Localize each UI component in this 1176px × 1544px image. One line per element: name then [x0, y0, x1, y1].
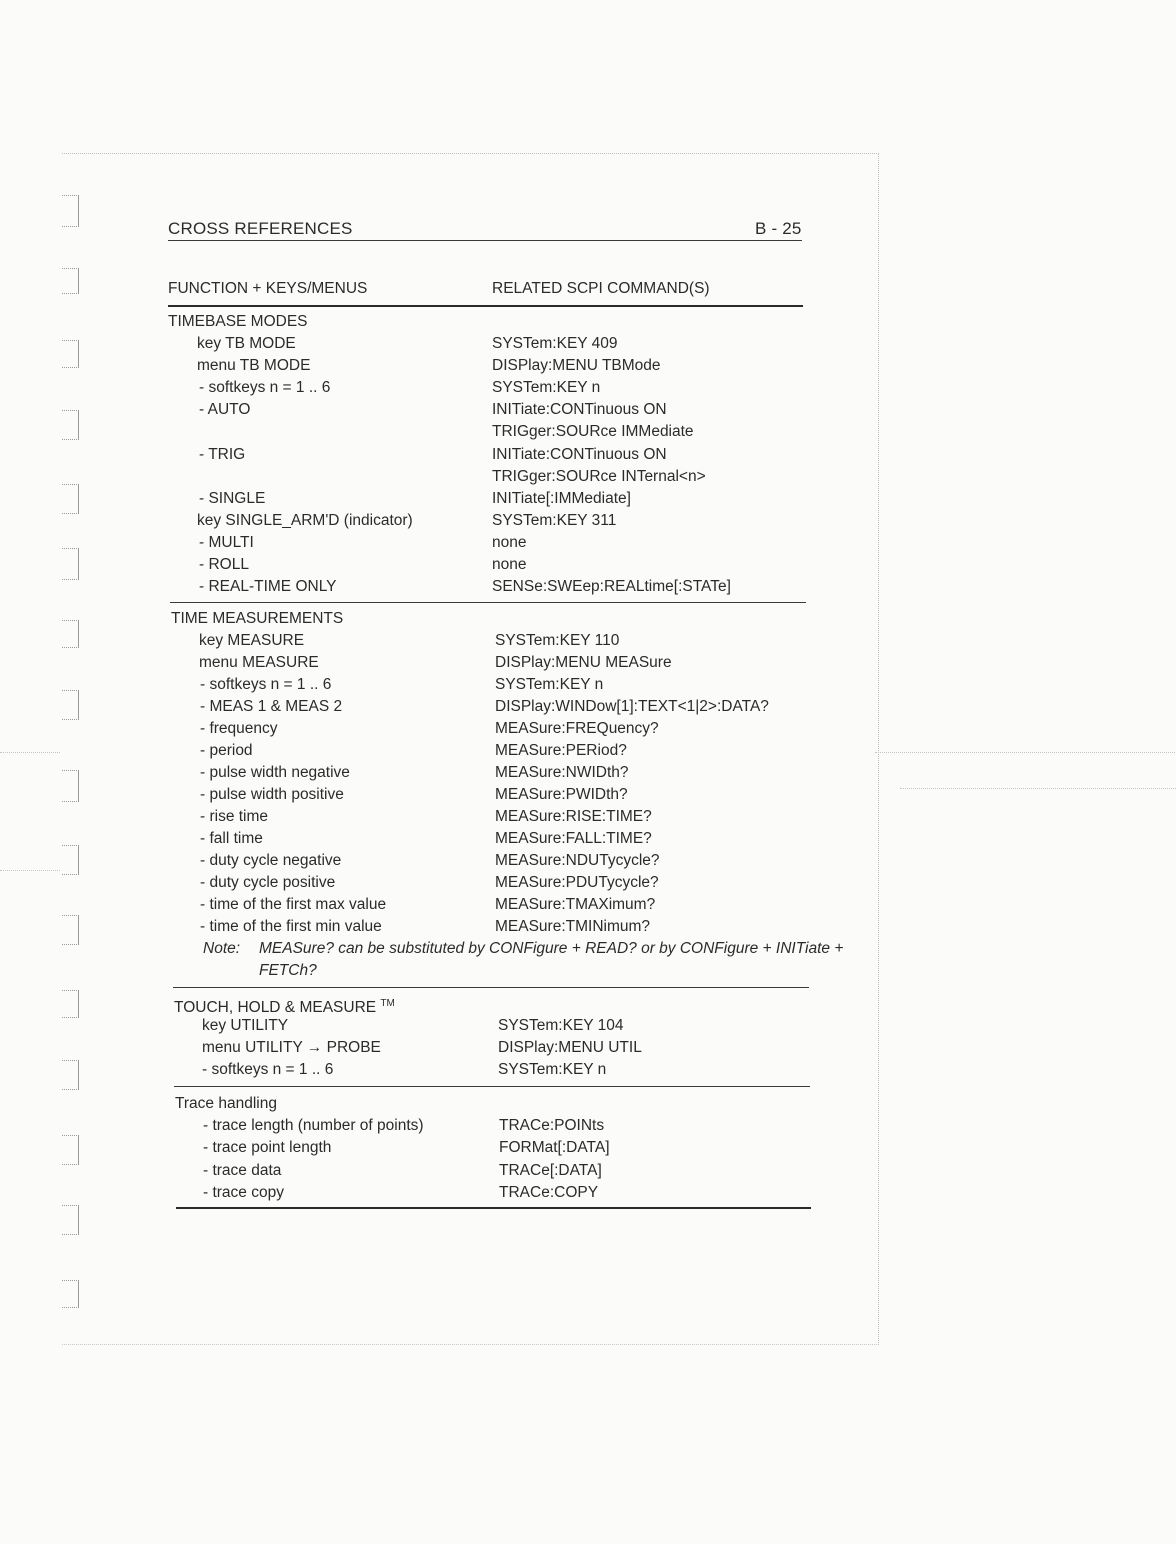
group-rule	[170, 602, 806, 603]
group-rule	[174, 1086, 810, 1087]
note-text-continued: FETCh?	[259, 962, 317, 979]
command-cell: MEASure:NWIDth?	[495, 764, 629, 781]
group-title-timebase: TIMEBASE MODES	[168, 313, 308, 330]
function-cell: key MEASURE	[199, 632, 305, 649]
trademark-mark: TM	[380, 998, 395, 1009]
command-cell: INITiate:CONTinuous ON	[492, 401, 667, 419]
binding-mark	[62, 990, 79, 1018]
function-cell: - trace length (number of points)	[203, 1117, 424, 1134]
binding-mark	[62, 1205, 79, 1235]
function-cell: - time of the first max value	[200, 896, 387, 913]
scan-line	[900, 788, 1176, 789]
function-cell: - rise time	[200, 808, 269, 825]
column-header-commands: RELATED SCPI COMMAND(S)	[492, 280, 710, 297]
note-text: MEASure? can be substituted by CONFigure + READ? or by CONFigure + INITiate +	[259, 940, 844, 957]
command-cell: SYSTem:KEY 409	[492, 335, 618, 352]
command-cell: INITiate[:IMMediate]	[492, 489, 631, 507]
command-cell: MEASure:TMAXimum?	[495, 896, 656, 913]
page-number: B - 25	[755, 219, 802, 238]
binding-mark	[62, 770, 79, 802]
function-cell: - period	[200, 742, 253, 759]
function-cell: - AUTO	[199, 401, 251, 419]
command-cell: SENSe:SWEep:REALtime[:STATe]	[492, 578, 731, 596]
command-cell: DISPlay:MENU UTIL	[498, 1039, 642, 1057]
function-cell: - TRIG	[199, 445, 246, 463]
section-title: CROSS REFERENCES	[168, 219, 353, 238]
command-cell: DISPlay:WINDow[1]:TEXT<1|2>:DATA?	[495, 698, 769, 715]
function-cell: - pulse width negative	[200, 764, 350, 781]
command-cell: none	[492, 533, 527, 551]
function-cell: - time of the first min value	[200, 918, 382, 935]
binding-mark	[62, 548, 79, 580]
command-cell: MEASure:RISE:TIME?	[495, 808, 652, 825]
function-cell: menu TB MODE	[197, 357, 311, 375]
command-cell: TRACe[:DATA]	[499, 1161, 602, 1179]
scan-line	[875, 752, 1175, 753]
function-cell: - pulse width positive	[200, 786, 344, 803]
binding-mark	[62, 1280, 79, 1308]
binding-mark	[62, 1135, 79, 1165]
function-cell: - frequency	[200, 720, 278, 737]
binding-mark	[62, 484, 79, 514]
group-title-trace-handling: Trace handling	[175, 1095, 277, 1112]
function-cell: - MEAS 1 & MEAS 2	[200, 698, 343, 715]
command-cell: MEASure:TMINimum?	[495, 918, 651, 935]
binding-mark	[62, 340, 79, 368]
command-cell: MEASure:PWIDth?	[495, 786, 628, 803]
function-cell: - softkeys n = 1 .. 6	[202, 1061, 334, 1079]
command-cell: INITiate:CONTinuous ON	[492, 445, 667, 463]
binding-mark	[62, 620, 79, 648]
command-cell: MEASure:NDUTycycle?	[495, 852, 660, 869]
command-cell: DISPlay:MENU MEASure	[495, 654, 672, 671]
function-cell: - SINGLE	[199, 489, 266, 507]
binding-mark	[62, 845, 79, 875]
column-header-function: FUNCTION + KEYS/MENUS	[168, 280, 368, 297]
command-cell: MEASure:PERiod?	[495, 742, 627, 759]
command-cell: SYSTem:KEY n	[495, 676, 604, 693]
function-cell: key TB MODE	[197, 335, 296, 352]
command-cell: MEASure:FALL:TIME?	[495, 830, 652, 847]
function-cell: - trace copy	[203, 1183, 284, 1201]
command-cell: FORMat[:DATA]	[499, 1139, 610, 1157]
scan-line	[0, 870, 60, 871]
column-header-rule	[168, 305, 803, 307]
command-cell: none	[492, 556, 527, 573]
function-cell: key SINGLE_ARM'D (indicator)	[197, 511, 413, 529]
note-label: Note:	[203, 940, 241, 957]
command-cell: TRIGger:SOURce INTernal<n>	[492, 467, 706, 485]
command-cell: TRACe:COPY	[499, 1183, 599, 1201]
group-title-text: TOUCH, HOLD & MEASURE	[174, 999, 377, 1017]
table-bottom-rule	[176, 1207, 811, 1209]
function-cell: - duty cycle positive	[200, 874, 336, 891]
command-cell: TRIGger:SOURce IMMediate	[492, 423, 694, 441]
group-rule	[173, 987, 809, 988]
function-cell: - trace point length	[203, 1139, 332, 1157]
binding-mark	[62, 195, 79, 227]
command-cell: SYSTem:KEY n	[492, 379, 601, 397]
binding-mark	[62, 915, 79, 945]
function-cell: - softkeys n = 1 .. 6	[199, 379, 331, 397]
function-cell: - REAL-TIME ONLY	[199, 578, 337, 596]
command-cell: SYSTem:KEY 104	[498, 1017, 624, 1034]
command-cell: DISPlay:MENU TBMode	[492, 357, 661, 375]
command-cell: MEASure:FREQuency?	[495, 720, 659, 737]
command-cell: TRACe:POINts	[499, 1117, 605, 1134]
function-cell: menu UTILITY → PROBE	[202, 1039, 381, 1057]
binding-mark	[62, 268, 79, 294]
page-border	[62, 153, 879, 1345]
binding-mark	[62, 410, 79, 440]
binding-mark	[62, 1060, 79, 1090]
function-cell: - MULTI	[199, 533, 254, 551]
command-cell: SYSTem:KEY 110	[495, 632, 620, 649]
function-cell: menu MEASURE	[199, 654, 319, 671]
function-cell: - softkeys n = 1 .. 6	[200, 676, 332, 693]
group-title-time-measurements: TIME MEASUREMENTS	[171, 610, 344, 627]
command-cell: SYSTem:KEY 311	[492, 511, 617, 529]
function-cell: - trace data	[203, 1161, 282, 1179]
function-cell: - ROLL	[199, 556, 249, 573]
binding-mark	[62, 690, 79, 720]
function-cell: - fall time	[200, 830, 263, 847]
function-cell: key UTILITY	[202, 1017, 289, 1034]
header-rule	[168, 240, 802, 241]
command-cell: SYSTem:KEY n	[498, 1061, 607, 1079]
group-title-touch-hold-measure	[174, 995, 395, 1017]
scan-line	[0, 752, 60, 753]
command-cell: MEASure:PDUTycycle?	[495, 874, 659, 891]
function-cell: - duty cycle negative	[200, 852, 342, 869]
